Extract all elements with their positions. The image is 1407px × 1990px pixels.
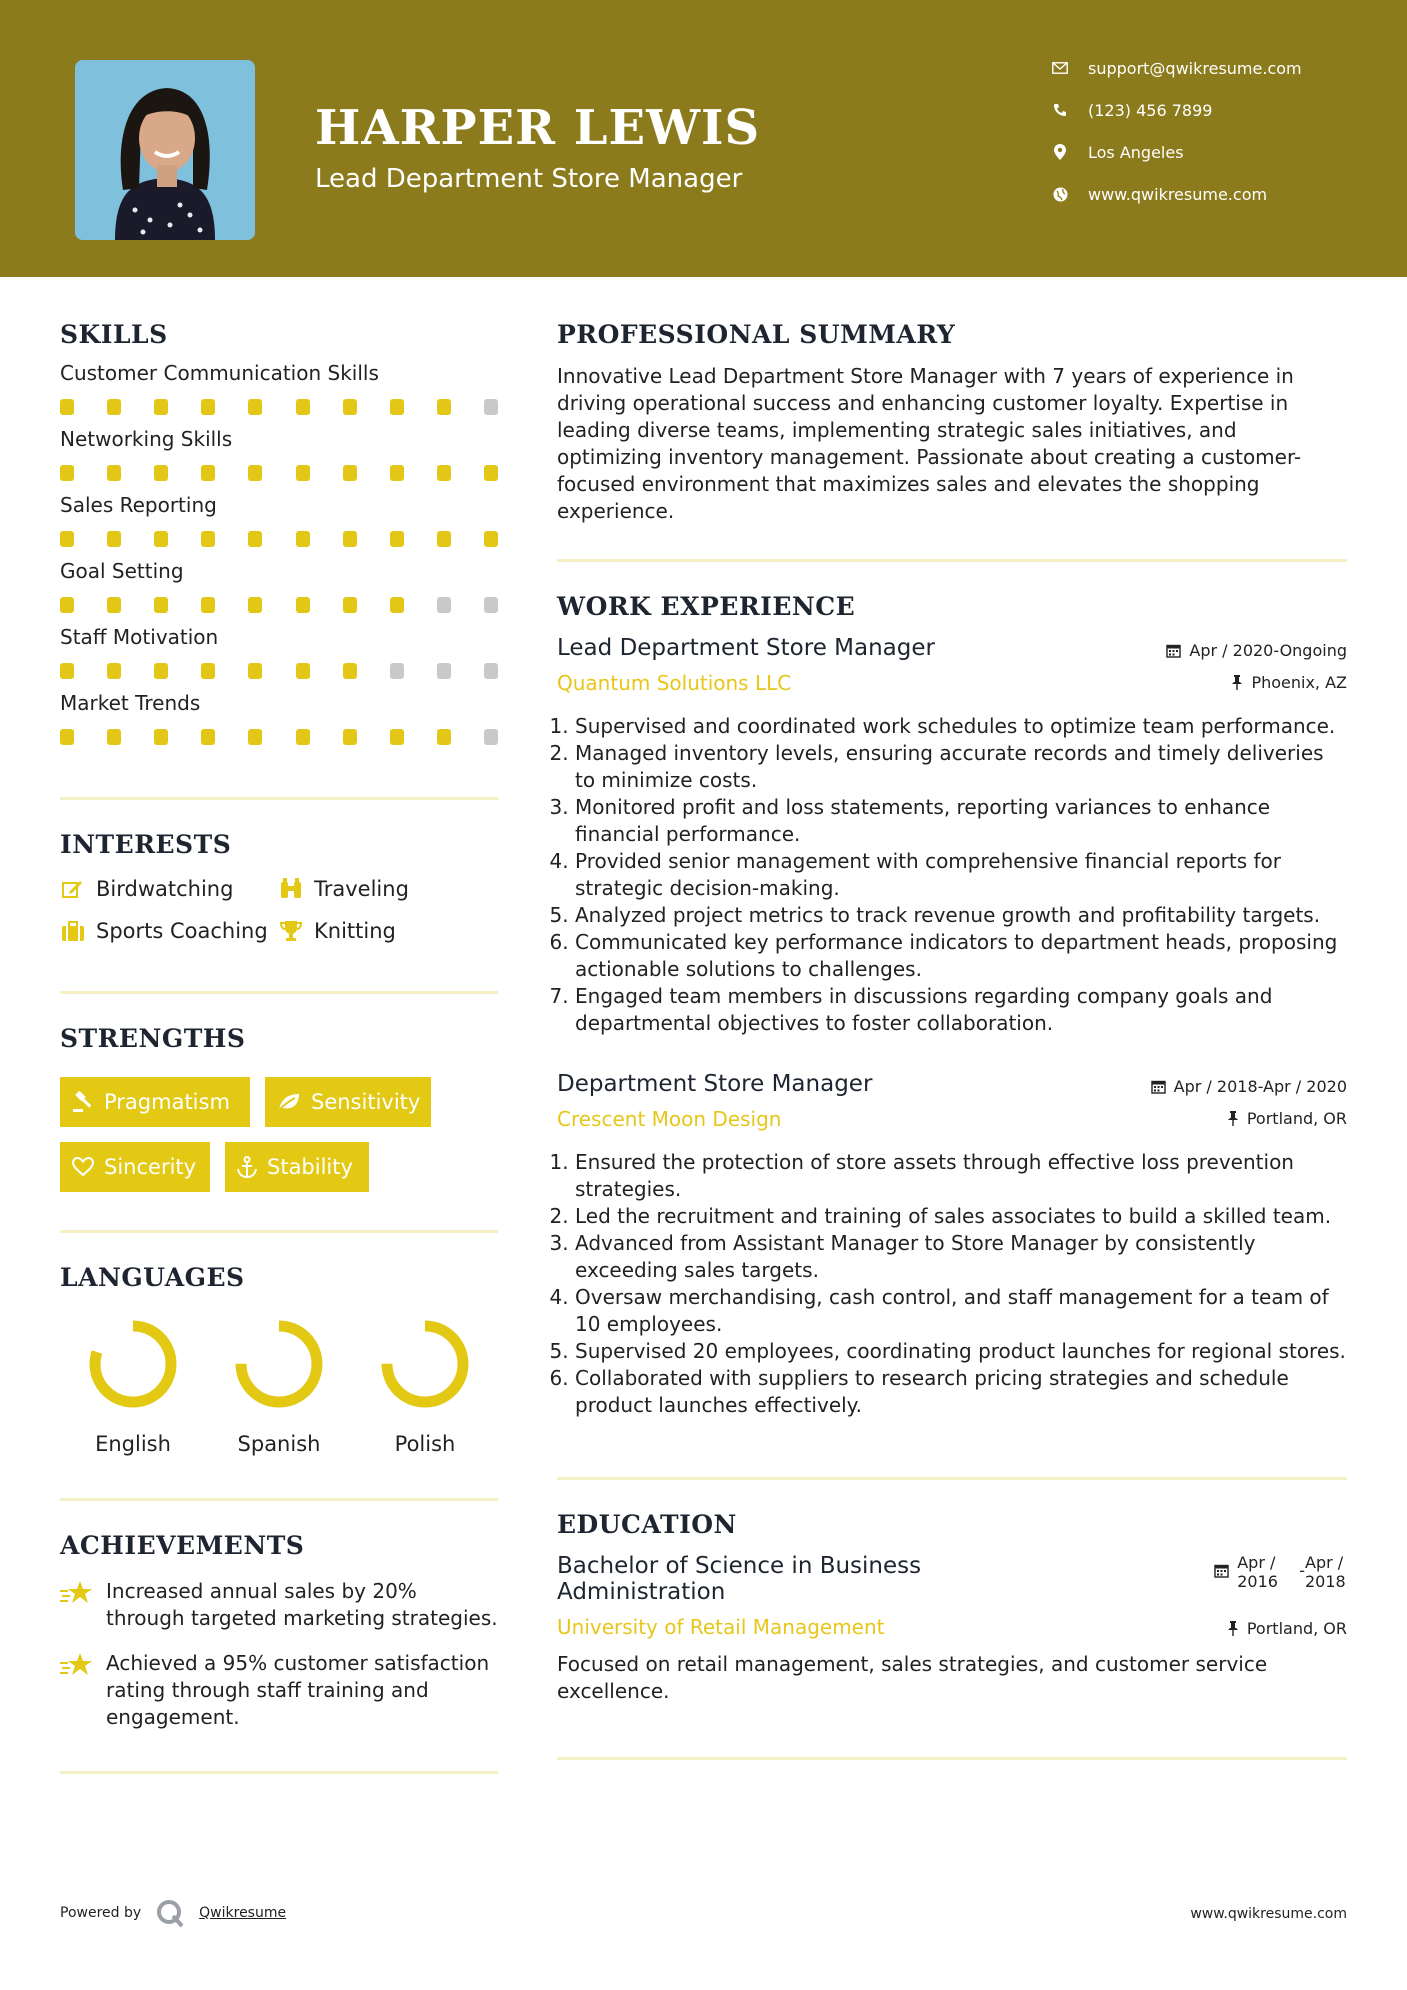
summary-text: Innovative Lead Department Store Manager with 7 years of experience in driving operational success and enhancing customer loyalty. Expertise in leading diverse teams, implementing strategic sales initiatives, and optimizing inventory management. Passionate about creating a customer-focused environment that maximizes sales and elevates the shopping experience. [557,364,1302,523]
duty-item: 3. Advanced from Assistant Manager to Store Manager by consistently exceeding sales targets. [575,1230,1347,1284]
job-title: Lead Department Store Manager [557,635,935,661]
skill-name: Staff Motivation [60,625,219,649]
rating-dot-filled [201,597,215,613]
achievement-text: Achieved a 95% customer satisfaction rating through staff training and engagement. [106,1651,490,1729]
rating-dot-filled [343,399,357,415]
interests-list [60,877,498,943]
education-end [1305,1553,1347,1591]
skill-item [60,691,498,745]
strength-badge [60,1142,210,1192]
rating-dot-filled [248,597,262,613]
rating-dot-filled [296,465,310,481]
interest-label: Sports Coaching [96,919,268,943]
duty-item: 1. Ensured the protection of store assets through effective loss prevention strategies. [575,1149,1347,1203]
experience-heading: WORK EXPERIENCE [557,592,856,621]
rating-dot-filled [437,531,451,547]
section-divider [60,1498,498,1501]
rating-dot-filled [248,399,262,415]
duty-item: 2. Led the recruitment and training of sales associates to build a skilled team. [575,1203,1347,1230]
candidate-title: Lead Department Store Manager [315,164,743,194]
language-item [352,1314,498,1456]
rating-dot-filled [390,729,404,745]
job-dates-text: Apr / 2020-Ongoing [1189,641,1347,660]
strength-label: Pragmatism [104,1090,230,1114]
skill-rating [60,663,498,679]
calendar-icon [1214,1563,1229,1578]
rating-dot-filled [154,399,168,415]
contact-email[interactable] [1050,58,1390,78]
skill-name: Goal Setting [60,559,184,583]
rating-dot-empty [437,597,451,613]
education-entry [557,1553,1347,1705]
rating-dot-filled [296,729,310,745]
job-location-text: Phoenix, AZ [1251,673,1347,692]
education-end-month: Apr / [1305,1553,1344,1572]
rating-dot-filled [60,399,74,415]
rating-dot-filled [296,597,310,613]
left-column [60,320,498,1774]
section-divider [60,1771,498,1774]
qwikresume-link[interactable]: Qwikresume [199,1905,287,1921]
summary-heading: PROFESSIONAL SUMMARY [557,320,956,349]
skill-item [60,493,498,547]
strengths-heading: STRENGTHS [60,1024,246,1053]
rating-dot-filled [343,597,357,613]
job-location [1231,673,1347,692]
candidate-name: HARPER LEWIS [315,100,761,156]
education-description: Focused on retail management, sales strategies, and customer service excellence. [557,1652,1268,1703]
section-divider [557,1757,1347,1760]
education-heading: EDUCATION [557,1510,737,1539]
language-ring [229,1314,329,1414]
contact-phone-text: (123) 456 7899 [1088,100,1213,120]
degree-line-1: Bachelor of Science in Business [557,1553,922,1579]
briefcase-icon [60,919,86,943]
education-end-year: 2018 [1305,1572,1346,1591]
powered-by-text: Powered by [60,1905,142,1921]
rating-dot-filled [154,465,168,481]
strength-label: Stability [267,1155,353,1179]
rating-dot-filled [343,663,357,679]
job-dates-text: Apr / 2018-Apr / 2020 [1173,1077,1347,1096]
contact-website[interactable] [1050,184,1390,204]
education-start-month: Apr / [1237,1553,1276,1572]
rating-dot-empty [484,597,498,613]
interest-label: Traveling [314,877,409,901]
skill-rating [60,531,498,547]
interest-label: Birdwatching [96,877,234,901]
anchor-icon [237,1156,257,1178]
skill-rating [60,597,498,613]
job-dates [1166,641,1347,660]
school-name: University of Retail Management [557,1615,885,1639]
contact-website-text: www.qwikresume.com [1088,184,1268,204]
rating-dot-filled [201,663,215,679]
duty-item: 5. Supervised 20 employees, coordinating product launches for regional stores. [575,1338,1347,1365]
rating-dot-filled [201,729,215,745]
rating-dot-filled [154,729,168,745]
section-divider [60,991,498,994]
duty-item: 5. Analyzed project metrics to track revenue growth and profitability targets. [575,902,1347,929]
strength-badge [265,1077,431,1127]
binoculars-icon [278,877,304,901]
language-ring [375,1314,475,1414]
rating-dot-filled [154,531,168,547]
profile-photo [75,60,255,240]
achievement-item [60,1578,498,1632]
leaf-icon [277,1092,301,1112]
rating-dot-filled [437,399,451,415]
duty-item: 3. Monitored profit and loss statements, reporting variances to enhance financial performance. [575,794,1347,848]
rating-dot-filled [437,729,451,745]
strength-badge [225,1142,369,1192]
pushpin-icon [1227,1111,1239,1126]
rating-dot-filled [248,465,262,481]
rating-dot-filled [107,729,121,745]
trophy-icon [278,919,304,943]
duty-item: 6. Collaborated with suppliers to research pricing strategies and schedule product launches effectively. [575,1365,1347,1419]
interest-item [60,877,278,901]
interest-item [278,877,498,901]
rating-dot-filled [390,597,404,613]
right-column [557,320,1347,1760]
rating-dot-filled [296,531,310,547]
pushpin-icon [1227,1621,1239,1636]
skills-heading: SKILLS [60,320,168,349]
footer-website[interactable]: www.qwikresume.com [1190,1906,1347,1922]
envelope-icon [1050,58,1070,78]
rating-dot-empty [484,663,498,679]
heart-icon [72,1157,94,1177]
section-divider [557,1477,1347,1480]
calendar-icon [1166,643,1181,658]
skill-item [60,427,498,481]
education-location-text: Portland, OR [1246,1619,1347,1638]
job-duties [557,1149,1347,1419]
duty-item: 4. Provided senior management with comprehensive financial reports for strategic decision-making. [575,848,1347,902]
rating-dot-filled [343,531,357,547]
skill-name: Sales Reporting [60,493,217,517]
language-item [206,1314,352,1456]
strength-label: Sincerity [104,1155,197,1179]
interests-heading: INTERESTS [60,830,232,859]
shooting-star-icon [60,1578,94,1608]
skills-list [60,361,498,745]
rating-dot-filled [107,597,121,613]
pencil-square-icon [60,877,86,901]
rating-dot-filled [248,729,262,745]
rating-dot-empty [484,399,498,415]
skill-rating [60,399,498,415]
job-dates [1151,1077,1347,1096]
duty-item: 2. Managed inventory levels, ensuring accurate records and timely deliveries to minimize costs. [575,740,1347,794]
rating-dot-filled [390,531,404,547]
education-start-year: 2016 [1237,1572,1278,1591]
rating-dot-filled [343,465,357,481]
rating-dot-filled [390,465,404,481]
skill-item [60,559,498,613]
rating-dot-filled [296,663,310,679]
duty-item: 7. Engaged team members in discussions regarding company goals and departmental objectives to foster collaboration. [575,983,1347,1037]
resume-header [0,0,1407,277]
rating-dot-filled [154,597,168,613]
job-entry [557,1071,1347,1419]
rating-dot-filled [60,663,74,679]
degree-line-2: Administration [557,1579,726,1605]
calendar-icon [1151,1079,1166,1094]
interest-item [60,919,278,943]
contact-phone[interactable] [1050,100,1390,120]
education-dates [1214,1553,1347,1591]
language-item [60,1314,206,1456]
globe-icon [1050,184,1070,204]
rating-dot-filled [343,729,357,745]
job-location-text: Portland, OR [1246,1109,1347,1128]
job-location [1227,1109,1347,1128]
pushpin-icon [1231,675,1243,690]
contact-email-text: support@qwikresume.com [1088,58,1302,78]
achievements-heading: ACHIEVEMENTS [60,1531,305,1560]
footer-powered-by [60,1898,286,1928]
rating-dot-filled [484,465,498,481]
rating-dot-filled [60,597,74,613]
map-pin-icon [1050,142,1070,162]
rating-dot-filled [201,465,215,481]
rating-dot-filled [60,465,74,481]
shooting-star-icon [60,1650,94,1680]
skill-rating [60,465,498,481]
education-date-separator: - [1299,1561,1305,1580]
skill-item [60,625,498,679]
achievements-list [60,1578,498,1731]
rating-dot-empty [437,663,451,679]
rating-dot-filled [484,531,498,547]
interest-item [278,919,498,943]
job-company: Quantum Solutions LLC [557,671,792,695]
rating-dot-filled [248,663,262,679]
rating-dot-filled [390,399,404,415]
education-start [1237,1553,1299,1591]
section-divider [60,1230,498,1233]
section-divider [60,797,498,800]
rating-dot-filled [107,399,121,415]
rating-dot-filled [60,531,74,547]
skill-name: Networking Skills [60,427,233,451]
rating-dot-filled [107,465,121,481]
duty-item: 6. Communicated key performance indicators to department heads, proposing actionable solutions to challenges. [575,929,1347,983]
job-company: Crescent Moon Design [557,1107,782,1131]
interest-label: Knitting [314,919,396,943]
section-divider [557,559,1347,562]
languages-list [60,1314,498,1456]
language-name: Polish [394,1432,456,1456]
strength-label: Sensitivity [311,1090,421,1114]
skill-item [60,361,498,415]
rating-dot-filled [107,531,121,547]
language-ring [83,1314,183,1414]
skill-name: Customer Communication Skills [60,361,379,385]
gavel-icon [72,1091,94,1113]
rating-dot-empty [390,663,404,679]
phone-icon [1050,100,1070,120]
duty-item: 4. Oversaw merchandising, cash control, and staff management for a team of 10 employees. [575,1284,1347,1338]
job-duties [557,713,1347,1037]
contact-location [1050,142,1390,162]
rating-dot-empty [484,729,498,745]
strengths-list [60,1077,498,1192]
language-name: Spanish [237,1432,321,1456]
education-location [1227,1619,1347,1638]
rating-dot-filled [437,465,451,481]
languages-heading: LANGUAGES [60,1263,245,1292]
rating-dot-filled [201,531,215,547]
achievement-item [60,1650,498,1731]
rating-dot-filled [60,729,74,745]
contact-location-text: Los Angeles [1088,142,1184,162]
rating-dot-filled [201,399,215,415]
rating-dot-filled [296,399,310,415]
skill-rating [60,729,498,745]
duty-item: 1. Supervised and coordinated work schedules to optimize team performance. [575,713,1347,740]
language-name: English [95,1432,171,1456]
achievement-text: Increased annual sales by 20% through targeted marketing strategies. [106,1579,498,1630]
rating-dot-filled [248,531,262,547]
qwikresume-logo-icon [155,1898,185,1928]
rating-dot-filled [107,663,121,679]
job-entry [557,635,1347,1037]
job-title: Department Store Manager [557,1071,873,1097]
rating-dot-filled [154,663,168,679]
skill-name: Market Trends [60,691,201,715]
strength-badge [60,1077,250,1127]
